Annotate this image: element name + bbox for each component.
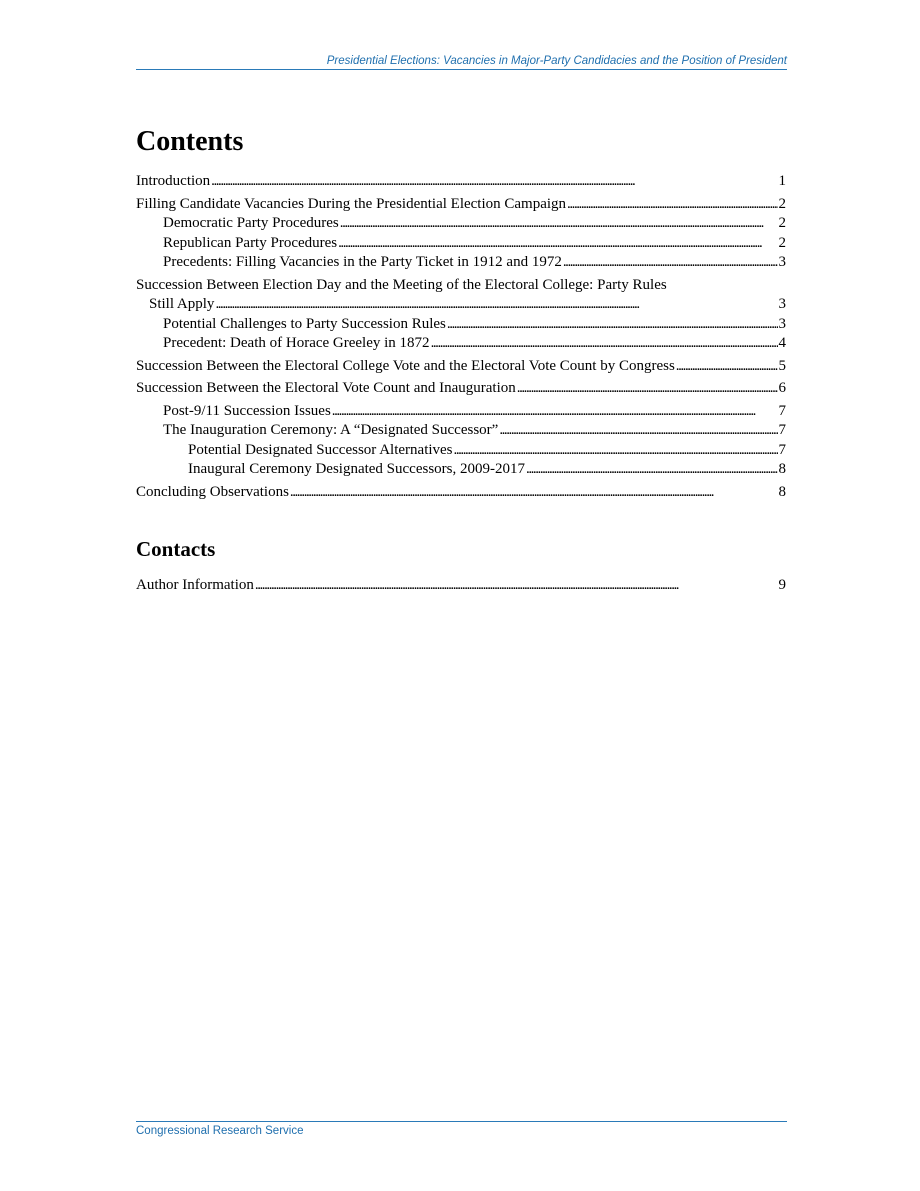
toc-entry-filling-candidate-vacancies[interactable] — [136, 195, 786, 215]
toc-page-number: 4 — [778, 335, 786, 351]
toc-leader-dots — [526, 460, 777, 480]
toc-leader-dots — [431, 334, 778, 354]
toc-entry-precedents-1912-1972[interactable] — [136, 253, 786, 273]
toc-leader-dots — [676, 357, 778, 377]
running-header — [136, 54, 787, 70]
toc-leader-dots — [499, 421, 777, 441]
toc-entry-successor-alternatives[interactable] — [136, 441, 786, 461]
contents-heading: Contents — [136, 126, 244, 157]
toc-leader-dots — [517, 379, 778, 399]
toc-leader-dots — [255, 576, 778, 596]
toc-page-number: 2 — [778, 234, 786, 251]
toc-entry-title: Republican Party Procedures — [163, 234, 338, 251]
toc-entry-republican-procedures[interactable] — [136, 234, 786, 254]
toc-entry-title-line2: Still Apply — [149, 296, 215, 312]
toc-page-number: 3 — [778, 296, 786, 312]
toc-entry-concluding-observations[interactable] — [136, 483, 786, 503]
toc-leader-dots — [290, 483, 778, 503]
toc-leader-dots — [338, 234, 777, 254]
toc-page-number: 6 — [778, 380, 786, 396]
contacts-list — [136, 576, 786, 596]
toc-leader-dots — [340, 214, 778, 234]
toc-entry-count-to-inauguration[interactable] — [136, 379, 786, 399]
toc-entry-title: Precedents: Filling Vacancies in the Party Ticket in 1912 and 1972 — [163, 254, 562, 270]
contacts-heading: Contacts — [136, 537, 216, 561]
page-footer — [136, 1121, 787, 1138]
toc-leader-dots — [563, 253, 778, 273]
toc-entry-inauguration-ceremony[interactable] — [136, 421, 786, 441]
toc-page-number: 9 — [778, 577, 786, 593]
toc-leader-dots — [215, 295, 777, 315]
toc-page-number: 1 — [778, 173, 786, 189]
toc-entry-title: Democratic Party Procedures — [163, 215, 339, 231]
toc-page-number: 3 — [778, 254, 786, 270]
toc-page-number: 2 — [778, 215, 786, 231]
toc-entry-democratic-procedures[interactable] — [136, 214, 786, 234]
toc-entry-potential-challenges[interactable] — [136, 315, 786, 335]
toc-leader-dots — [332, 402, 778, 422]
toc-page-number: 7 — [778, 441, 786, 458]
toc-leader-dots — [567, 195, 777, 215]
footer-organization: Congressional Research Service — [136, 1125, 304, 1137]
toc-entry-designated-successors-2009-2017[interactable] — [136, 460, 786, 480]
toc-entry-title: Potential Designated Successor Alternatives — [188, 441, 453, 458]
toc-entry-title: The Inauguration Ceremony: A “Designated Successor” — [163, 422, 499, 438]
toc-entry-election-day-succession[interactable] — [136, 276, 786, 315]
toc-page-number: 8 — [778, 461, 786, 477]
toc-entry-electoral-college-to-count[interactable] — [136, 357, 786, 377]
toc-entry-introduction[interactable] — [136, 172, 786, 192]
toc-entry-title: Post-9/11 Succession Issues — [163, 402, 331, 419]
running-title: Presidential Elections: Vacancies in Major-Party Candidacies and the Position of President — [326, 55, 787, 67]
toc-entry-title: Filling Candidate Vacancies During the Presidential Election Campaign — [136, 195, 567, 212]
toc-entry-title: Introduction — [136, 173, 211, 189]
toc-page-number: 5 — [778, 357, 786, 374]
toc-page-number: 2 — [778, 195, 786, 212]
toc-entry-author-information[interactable] — [136, 576, 786, 596]
toc-entry-post-911[interactable] — [136, 402, 786, 422]
toc-leader-dots — [454, 441, 778, 461]
toc-entry-title: Succession Between the Electoral Vote Count and Inauguration — [136, 380, 516, 396]
toc-page-number: 7 — [778, 402, 786, 419]
toc-entry-horace-greeley[interactable] — [136, 334, 786, 354]
toc-entry-continuation — [136, 295, 786, 315]
toc-entry-title: Potential Challenges to Party Succession Rules — [163, 315, 446, 332]
toc-entry-title: Precedent: Death of Horace Greeley in 1872 — [163, 335, 430, 351]
toc-page-number: 8 — [778, 483, 786, 500]
toc-page-number: 3 — [778, 315, 786, 332]
toc-entry-title: Inaugural Ceremony Designated Successors, 2009-2017 — [188, 461, 526, 477]
toc-leader-dots — [211, 172, 777, 192]
toc-page-number: 7 — [778, 422, 786, 438]
table-of-contents — [136, 172, 786, 502]
toc-entry-title: Concluding Observations — [136, 483, 289, 500]
toc-page-body — [136, 124, 786, 596]
toc-entry-title: Author Information — [136, 577, 254, 593]
toc-entry-title: Succession Between the Electoral College Vote and the Electoral Vote Count by Congress — [136, 357, 675, 374]
toc-entry-title-line1: Succession Between Election Day and the Meeting of the Electoral College: Party Rules — [136, 276, 667, 293]
toc-leader-dots — [447, 315, 778, 335]
